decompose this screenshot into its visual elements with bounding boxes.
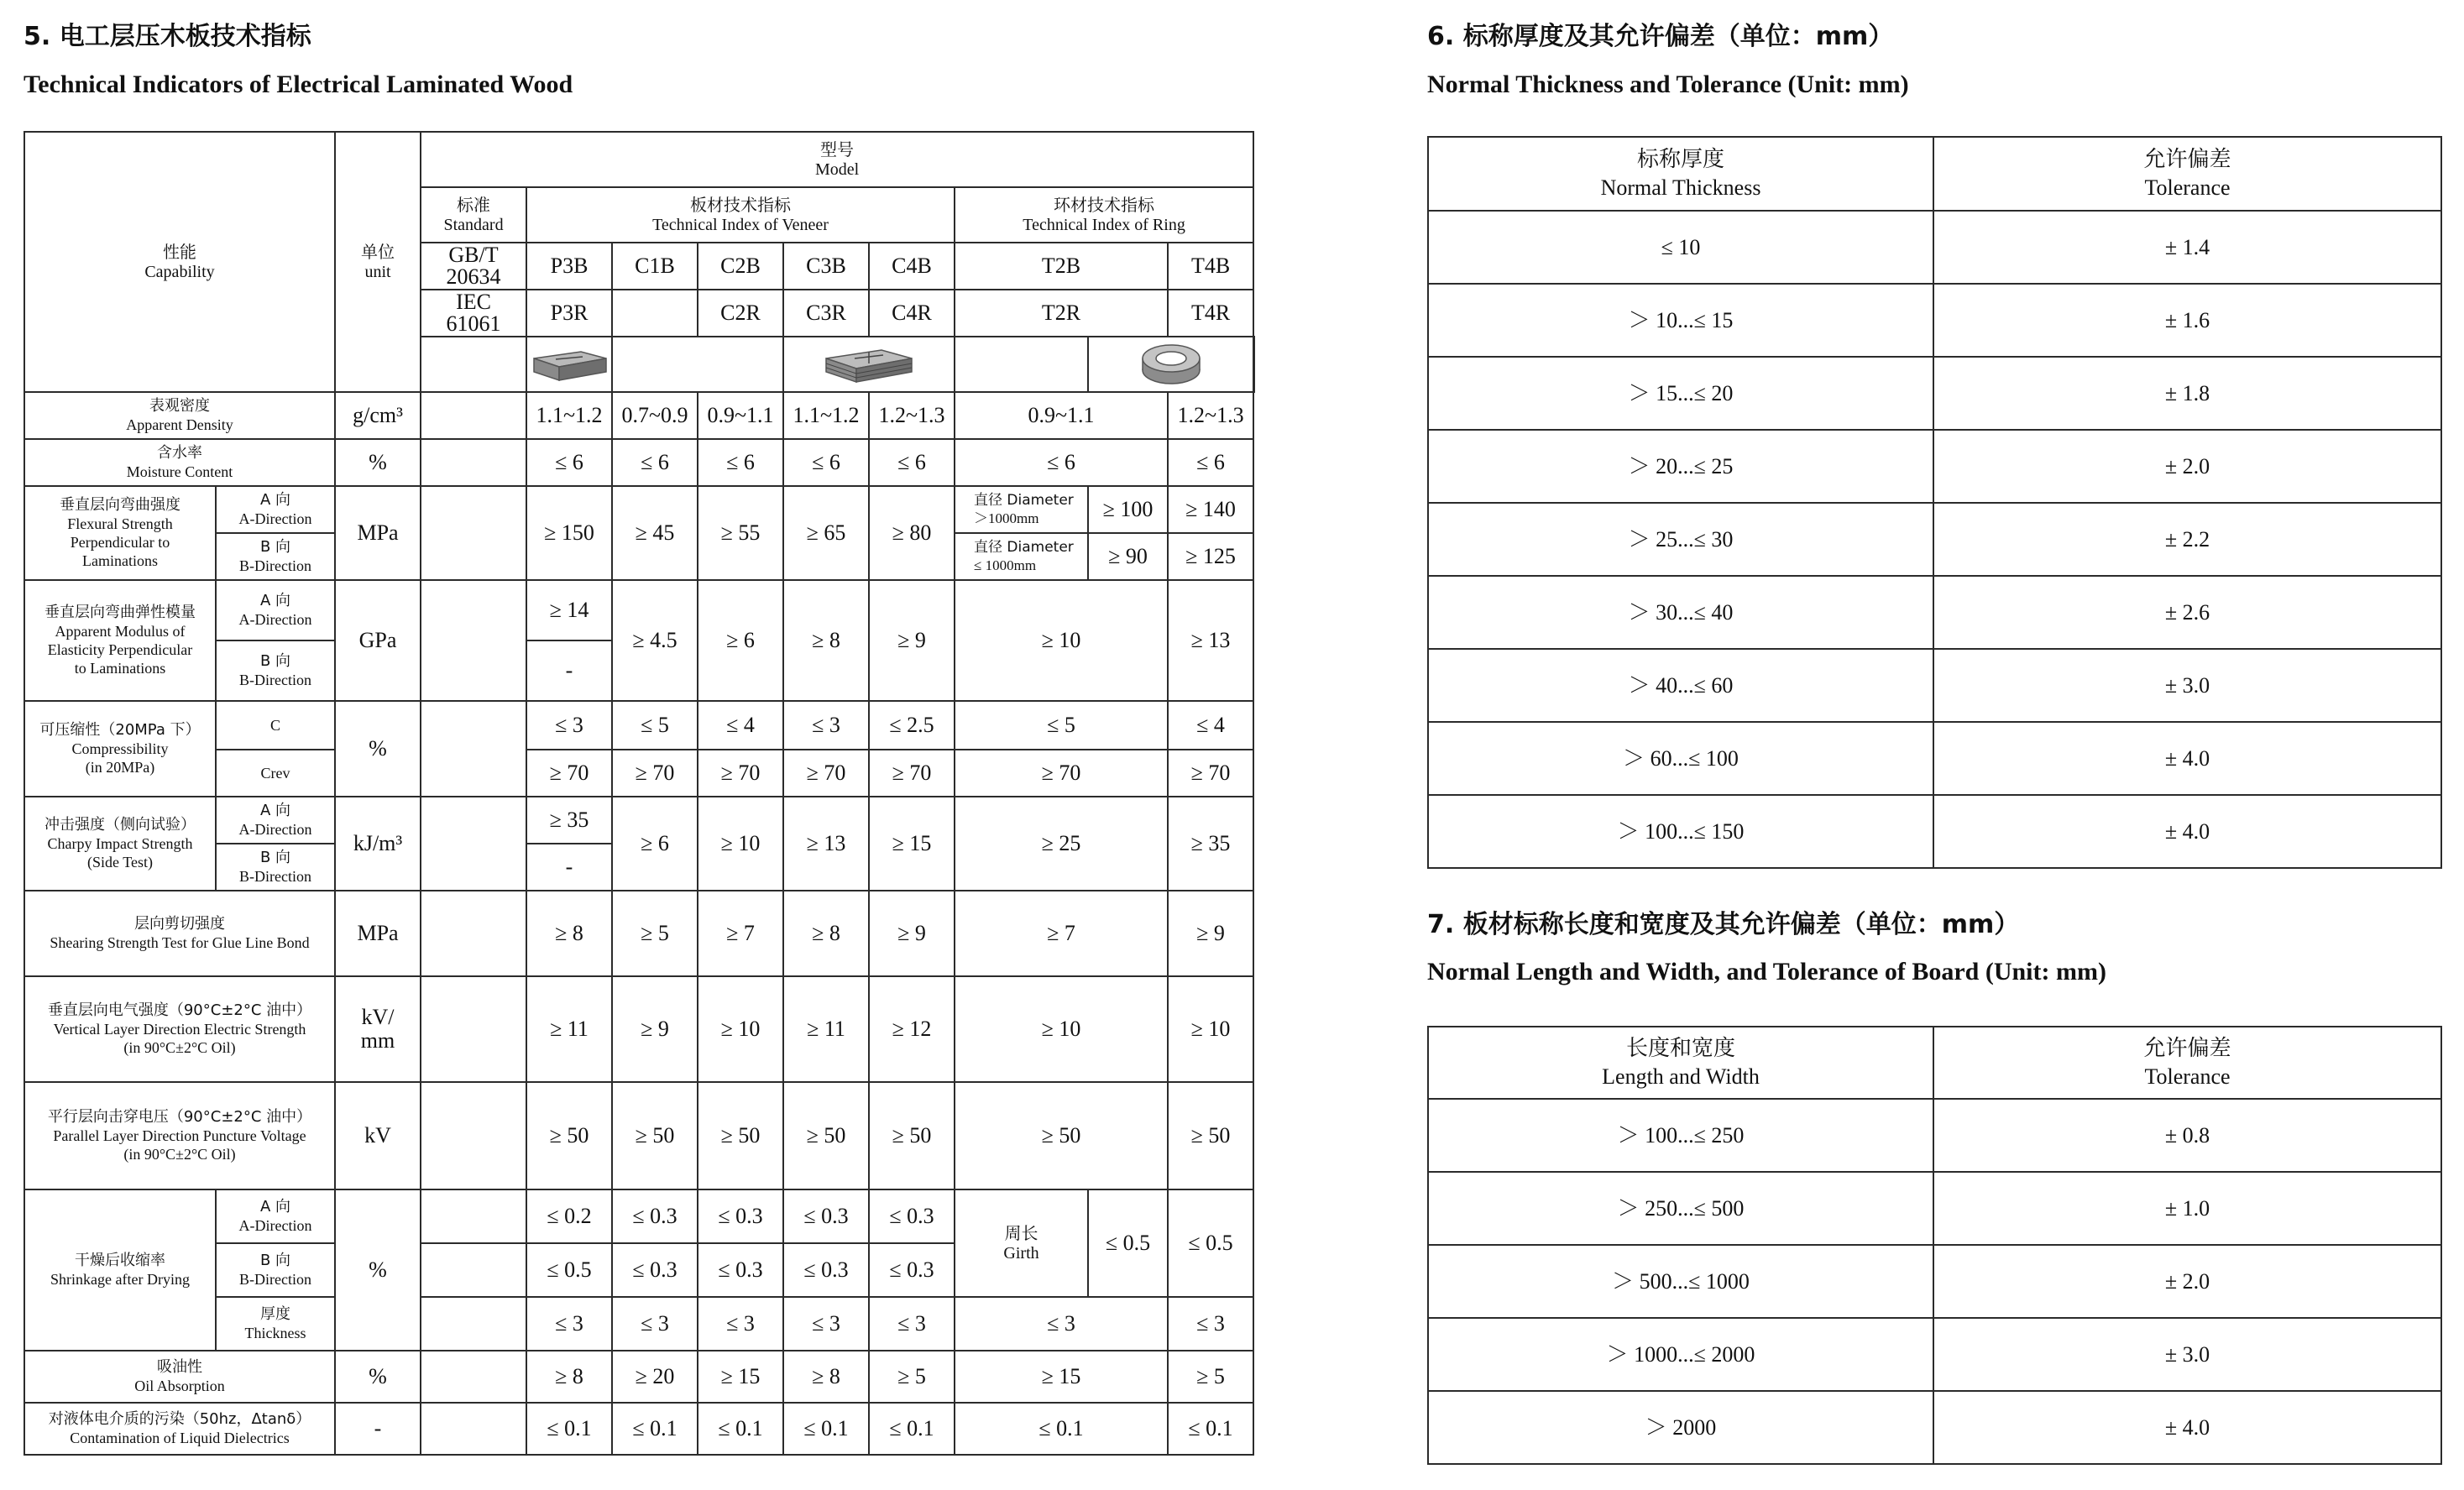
model-p3b: P3B xyxy=(526,243,612,290)
model-t4r: T4R xyxy=(1168,290,1253,337)
length-width-tolerance: ± 4.0 xyxy=(1933,1391,2441,1464)
model-c4b: C4B xyxy=(869,243,955,290)
thickness-tolerance: ± 3.0 xyxy=(1933,649,2441,722)
row-modulus-elasticity: 垂直层向弯曲弹性模量 Apparent Modulus of Elasticity Perpendicular to Laminations xyxy=(24,580,216,701)
section7-title-en: Normal Length and Width, and Tolerance of Board (Unit: mm) xyxy=(1427,958,2106,985)
row-contamination-dielectrics: 对液体电介质的污染（50hz，Δtanδ） Contamination of Liquid Dielectrics xyxy=(24,1403,335,1455)
thickness-tolerance: ± 2.0 xyxy=(1933,430,2441,503)
row-apparent-density: 表观密度 Apparent Density xyxy=(24,392,335,439)
length-width-range: ＞ 2000 xyxy=(1428,1391,1933,1464)
model-c3b: C3B xyxy=(783,243,869,290)
capability-header: 性能 Capability xyxy=(24,132,335,392)
unit-header: 单位 unit xyxy=(335,132,421,392)
model-c1r xyxy=(612,290,698,337)
length-width-range: ＞ 1000...≤ 2000 xyxy=(1428,1318,1933,1391)
veneer-header: 板材技术指标 Technical Index of Veneer xyxy=(526,187,955,243)
stacked-board-icon xyxy=(823,343,915,385)
model-c1b: C1B xyxy=(612,243,698,290)
ring-header: 环材技术指标 Technical Index of Ring xyxy=(955,187,1253,243)
gbt-standard: GB/T 20634 xyxy=(421,243,526,290)
section5-title-en: Technical Indicators of Electrical Laminated Wood xyxy=(24,71,573,98)
stacked-board-cell xyxy=(783,337,955,392)
ring-cell xyxy=(1088,337,1253,392)
thickness-tolerance: ± 4.0 xyxy=(1933,795,2441,868)
row-vertical-electric-strength: 垂直层向电气强度（90°C±2°C 油中） Vertical Layer Direction Electric Strength (in 90°C±2°C Oil) xyxy=(24,976,335,1082)
thickness-range: ≤ 10 xyxy=(1428,211,1933,284)
thickness-tolerance: ± 4.0 xyxy=(1933,722,2441,795)
iec-standard: IEC 61061 xyxy=(421,290,526,337)
length-width-range: ＞ 100...≤ 250 xyxy=(1428,1099,1933,1172)
row-oil-absorption: 吸油性 Oil Absorption xyxy=(24,1351,335,1403)
thickness-tolerance: ± 1.4 xyxy=(1933,211,2441,284)
model-p3r: P3R xyxy=(526,290,612,337)
row-moisture-content: 含水率 Moisture Content xyxy=(24,439,335,486)
row-shearing-strength: 层向剪切强度 Shearing Strength Test for Glue Line Bond xyxy=(24,891,335,976)
length-width-tolerance: ± 1.0 xyxy=(1933,1172,2441,1245)
section6-title-en: Normal Thickness and Tolerance (Unit: mm) xyxy=(1427,71,1909,98)
row-compressibility: 可压缩性（20MPa 下） Compressibility (in 20MPa) xyxy=(24,701,216,797)
length-width-tolerance: ± 2.0 xyxy=(1933,1245,2441,1318)
flat-board-cell xyxy=(526,337,612,392)
model-c2r: C2R xyxy=(698,290,783,337)
model-c3r: C3R xyxy=(783,290,869,337)
thickness-range: ＞ 30...≤ 40 xyxy=(1428,576,1933,649)
thickness-range: ＞ 60...≤ 100 xyxy=(1428,722,1933,795)
flat-board-icon xyxy=(531,345,608,384)
model-header: 型号 Model xyxy=(421,132,1253,187)
length-width-range: ＞ 500...≤ 1000 xyxy=(1428,1245,1933,1318)
model-c4r: C4R xyxy=(869,290,955,337)
thickness-tolerance: ± 1.6 xyxy=(1933,284,2441,357)
thickness-range: ＞ 10...≤ 15 xyxy=(1428,284,1933,357)
length-width-table: 长度和宽度 Length and Width 允许偏差 Tolerance ＞ 100...≤ 250 ± 0.8 ＞ 250...≤ 500 ± 1.0 ＞ 500...≤ 1000 ± 2.0 ＞ 1000...≤ 2000 ± 3.0 ＞ 2000 ± 4.0 xyxy=(1427,1026,2442,1465)
row-shrinkage-after-drying: 干燥后收缩率 Shrinkage after Drying xyxy=(24,1189,216,1351)
thickness-tolerance: ± 2.2 xyxy=(1933,503,2441,576)
row-charpy-impact: 冲击强度（侧向试验） Charpy Impact Strength (Side Test) xyxy=(24,797,216,891)
row-parallel-puncture-voltage: 平行层向击穿电压（90°C±2°C 油中） Parallel Layer Direction Puncture Voltage (in 90°C±2°C Oil) xyxy=(24,1082,335,1189)
model-t4b: T4B xyxy=(1168,243,1253,290)
length-width-tolerance: ± 3.0 xyxy=(1933,1318,2441,1391)
model-t2b: T2B xyxy=(955,243,1168,290)
thickness-tolerance: ± 2.6 xyxy=(1933,576,2441,649)
section5-title-cn: 5. 电工层压木板技术指标 xyxy=(24,22,311,51)
normal-thickness-table: 标称厚度 Normal Thickness 允许偏差 Tolerance ≤ 10 ± 1.4 ＞ 10...≤ 15 ± 1.6 ＞ 15...≤ 20 ± 1.8 ＞ 20...≤ 25 ± 2.0 ＞ 25...≤ 30 ± 2.2 ＞ 30...≤ 40 ± 2.6 ＞ 40...≤ 60 ± 3.0 ＞ 60...≤ 100 ± 4.0 ＞ 100...≤ 150 ± 4.0 xyxy=(1427,136,2442,869)
ring-icon xyxy=(1138,342,1205,387)
length-width-tolerance: ± 0.8 xyxy=(1933,1099,2441,1172)
thickness-range: ＞ 25...≤ 30 xyxy=(1428,503,1933,576)
row-flexural-strength: 垂直层向弯曲强度 Flexural Strength Perpendicular to Laminations xyxy=(24,486,216,580)
model-c2b: C2B xyxy=(698,243,783,290)
section7-title-cn: 7. 板材标称长度和宽度及其允许偏差（单位：mm） xyxy=(1427,910,2020,939)
thickness-range: ＞ 20...≤ 25 xyxy=(1428,430,1933,503)
thickness-range: ＞ 15...≤ 20 xyxy=(1428,357,1933,430)
length-width-range: ＞ 250...≤ 500 xyxy=(1428,1172,1933,1245)
section6-title-cn: 6. 标称厚度及其允许偏差（单位：mm） xyxy=(1427,22,1894,51)
model-t2r: T2R xyxy=(955,290,1168,337)
thickness-range: ＞ 100...≤ 150 xyxy=(1428,795,1933,868)
thickness-tolerance: ± 1.8 xyxy=(1933,357,2441,430)
thickness-range: ＞ 40...≤ 60 xyxy=(1428,649,1933,722)
technical-indicators-table: 性能 Capability 单位 unit 型号 Model 标准 Standard 板材技术指标 Technical Index of Veneer 环材技术指标 Technical Index of Ring GB/T 20634 P3B C1B C2B C3B C4B T2B T4B IEC 61061 P3R C2R C3R C4R T2R T4R 表观密度 Apparent Density g/cm³ 1.1~1.2 0.7~0.9 0.9~1.1 1.1~1.2 1.2~1.3 0.9~1.1 1.2~1.3 含水率 Moisture Content % ≤ 6 ≤ 6 ≤ 6 ≤ 6 ≤ 6 ≤ 6 ≤ 6 垂直层向弯曲强度 Flexural Strength Perpendicular to Laminations A 向 A-Direction MPa ≥ 150 ≥ 45 ≥ 55 ≥ 65 ≥ 80 直径 Diameter ＞1000mm ≥ 100 ≥ 140 B 向 B-Direction 直径 Diameter ≤ 1000mm ≥ 90 ≥ 125 垂直层向弯曲弹性模量 Apparent Modulus of Elasticity Perpendicular to Laminations A 向 A-Direction GPa ≥ 14 ≥ 4.5 ≥ 6 ≥ 8 ≥ 9 ≥ 10 ≥ 13 B 向 B-Direction - 可压缩性（20MPa 下） Compressibility (in 20MPa) C % ≤ 3 ≤ 5 ≤ 4 ≤ 3 ≤ 2.5 ≤ 5 ≤ 4 Crev ≥ 70 ≥ 70 ≥ 70 ≥ 70 ≥ 70 ≥ 70 ≥ 70 冲击强度（侧向试验） Charpy Impact Strength (Side Test) A 向 A-Direction kJ/m³ ≥ 35 ≥ 6 ≥ 10 ≥ 13 ≥ 15 ≥ 25 ≥ 35 B 向 B-Direction - 层向剪切强度 Shearing Strength Test for Glue Line Bond MPa ≥ 8 ≥ 5 ≥ 7 ≥ 8 ≥ 9 ≥ 7 ≥ 9 垂直层向电气强度（90°C±2°C 油中） Vertical Layer Direction Electric Strength (in 90°C±2°C Oil) kV/ mm ≥ 11 ≥ 9 ≥ 10 ≥ 11 ≥ 12 ≥ 10 ≥ 10 平行层向击穿电压（90°C±2°C 油中） Parallel Layer Direction Puncture Voltage (in 90°C±2°C Oil) kV ≥ 50 ≥ 50 ≥ 50 ≥ 50 ≥ 50 ≥ 50 ≥ 50 干燥后收缩率 Shrinkage after Drying A 向 A-Direction % ≤ 0.2 ≤ 0.3 ≤ 0.3 ≤ 0.3 ≤ 0.3 周长 Girth ≤ 0.5 ≤ 0.5 B 向 B-Direction ≤ 0.5 ≤ 0.3 ≤ 0.3 ≤ 0.3 ≤ 0.3 厚度 Thickness ≤ 3 ≤ 3 ≤ 3 ≤ 3 ≤ 3 ≤ 3 ≤ 3 吸油性 Oil Absorption % ≥ 8 ≥ 20 ≥ 15 ≥ 8 ≥ 5 ≥ 15 ≥ 5 对液体电介质的污染（50hz，Δtanδ） Contamination of Liquid Dielectrics - ≤ 0.1 ≤ 0.1 ≤ 0.1 ≤ 0.1 ≤ 0.1 ≤ 0.1 ≤ 0.1 xyxy=(24,131,1255,1456)
standard-header: 标准 Standard xyxy=(421,187,526,243)
